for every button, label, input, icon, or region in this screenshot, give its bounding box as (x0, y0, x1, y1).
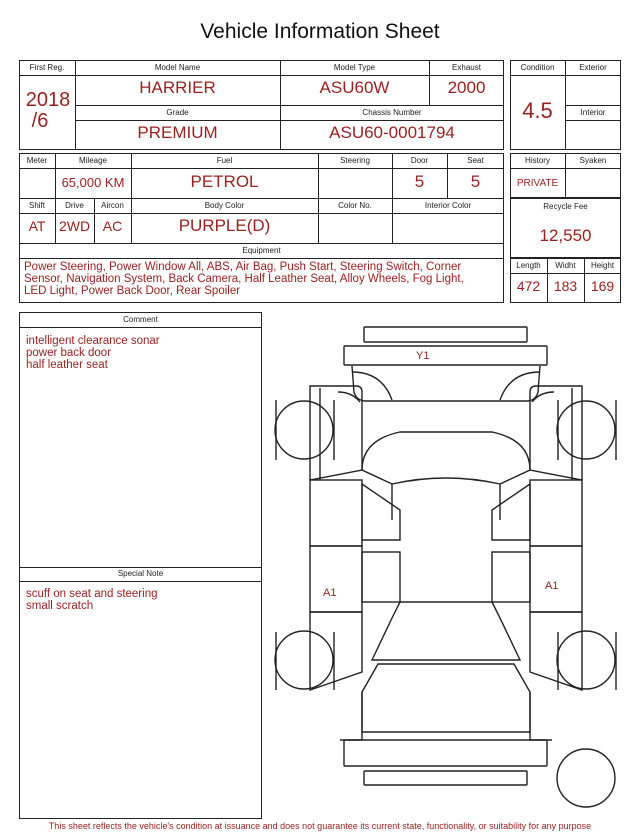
history-label: History (525, 156, 550, 165)
wheel-front-right (557, 401, 615, 459)
comment-line-1: intelligent clearance sonar (26, 335, 160, 347)
left-front-door (310, 480, 362, 546)
seat-value: 5 (470, 172, 481, 191)
syaken-label: Syaken (579, 156, 607, 165)
length-value: 472 (516, 278, 541, 294)
wheel-rear-right (557, 631, 615, 689)
fuel-label: Fuel (216, 156, 233, 165)
door-label: Door (410, 156, 429, 165)
mileage-label: Mileage (78, 156, 107, 165)
width-label: Widht (555, 261, 576, 270)
equipment-line-3: LED Light, Power Back Door, Rear Spoiler (24, 285, 241, 297)
left-rear-window (362, 552, 400, 602)
first-reg-year: 2018 (25, 89, 71, 111)
comment-line-3: half leather seat (26, 359, 108, 371)
condition-label: Condition (520, 63, 555, 72)
model-type-value: ASU60W (319, 78, 390, 97)
front-panel (344, 346, 547, 365)
right-rear-door (530, 546, 582, 612)
left-rear-door (310, 546, 362, 612)
shift-value: AT (28, 218, 46, 234)
grade-value: PREMIUM (137, 123, 218, 142)
seat-label: Seat (467, 156, 484, 165)
roof-line (392, 484, 500, 520)
rear-right-lamp (530, 692, 552, 740)
disclaimer-footer: This sheet reflects the vehicle's condition at issuance and does not guarantee its current state, functionality, or suitability for any purpose (48, 821, 592, 831)
right-quarter (530, 612, 582, 690)
rear-bumper (344, 740, 547, 766)
interior-label: Interior (580, 108, 606, 117)
sheet-title: Vehicle Information Sheet (200, 20, 440, 43)
recycle-fee-label: Recycle Fee (543, 202, 588, 211)
right-body-upper (530, 386, 582, 480)
chassis-number-value: ASU60-0001794 (329, 123, 455, 142)
drive-label: Drive (65, 201, 84, 210)
body-color-value: PURPLE(D) (178, 216, 271, 235)
left-quarter (310, 612, 362, 690)
history-value: PRIVATE (516, 178, 559, 189)
height-value: 169 (590, 278, 615, 294)
first-reg-month: /6 (31, 110, 49, 132)
special-note-label: Special Note (117, 569, 164, 578)
rear-panel (364, 771, 527, 785)
right-front-door (530, 480, 582, 546)
first-reg-label: First Reg. (29, 63, 65, 72)
wheel-front-left (275, 401, 333, 459)
left-front-window (362, 484, 400, 540)
damage-mark-roof: Y1 (416, 350, 430, 362)
spare-wheel (557, 749, 615, 807)
mileage-value: 65,000 KM (61, 175, 125, 190)
exhaust-label: Exhaust (452, 63, 481, 72)
aircon-label: Aircon (101, 201, 124, 210)
right-rear-window (492, 552, 530, 602)
width-value: 183 (553, 278, 578, 294)
rear-left-lamp (340, 692, 362, 740)
condition-value: 4.5 (522, 98, 553, 123)
front-bumper (364, 327, 527, 342)
exhaust-value: 2000 (447, 78, 486, 97)
special-note-line-1: scuff on seat and steering (26, 588, 158, 600)
model-name-value: HARRIER (139, 78, 216, 97)
left-mirror (320, 388, 360, 480)
height-label: Height (590, 261, 615, 270)
rear-hatch (362, 664, 530, 732)
equipment-line-1: Power Steering, Power Window All, ABS, Air Bag, Push Start, Steering Switch, Corner (24, 261, 462, 273)
damage-mark-right-side: A1 (545, 580, 559, 592)
model-name-label: Model Name (154, 63, 201, 72)
color-no-label: Color No. (338, 201, 372, 210)
equipment-label: Equipment (242, 246, 281, 255)
left-body-upper (310, 386, 362, 480)
recycle-fee-value: 12,550 (539, 226, 592, 245)
exterior-label: Exterior (579, 63, 607, 72)
rear-window (372, 602, 520, 660)
steering-label: Steering (340, 156, 370, 165)
right-front-window (492, 484, 530, 540)
comment-label: Comment (123, 315, 158, 324)
chassis-number-label: Chassis Number (362, 108, 422, 117)
car-damage-diagram (268, 320, 628, 820)
comment-line-2: power back door (26, 347, 112, 359)
meter-label: Meter (26, 156, 48, 165)
aircon-value: AC (102, 218, 123, 234)
special-note-line-2: small scratch (26, 600, 94, 612)
door-value: 5 (414, 172, 425, 191)
right-mirror (532, 388, 572, 480)
equipment-line-2: Sensor, Navigation System, Back Camera, Half Leather Seat, Alloy Wheels, Fog Light, (24, 273, 464, 285)
shift-label: Shift (28, 201, 45, 210)
wheel-rear-left (275, 631, 333, 689)
hood-outline (352, 366, 540, 401)
damage-mark-left-side: A1 (323, 587, 337, 599)
grade-label: Grade (166, 108, 189, 117)
model-type-label: Model Type (333, 63, 376, 72)
drive-value: 2WD (58, 218, 91, 234)
length-label: Length (516, 261, 541, 270)
body-color-label: Body Color (204, 201, 245, 210)
fuel-value: PETROL (190, 172, 259, 191)
interior-color-label: Interior Color (424, 201, 472, 210)
windshield (362, 432, 530, 484)
